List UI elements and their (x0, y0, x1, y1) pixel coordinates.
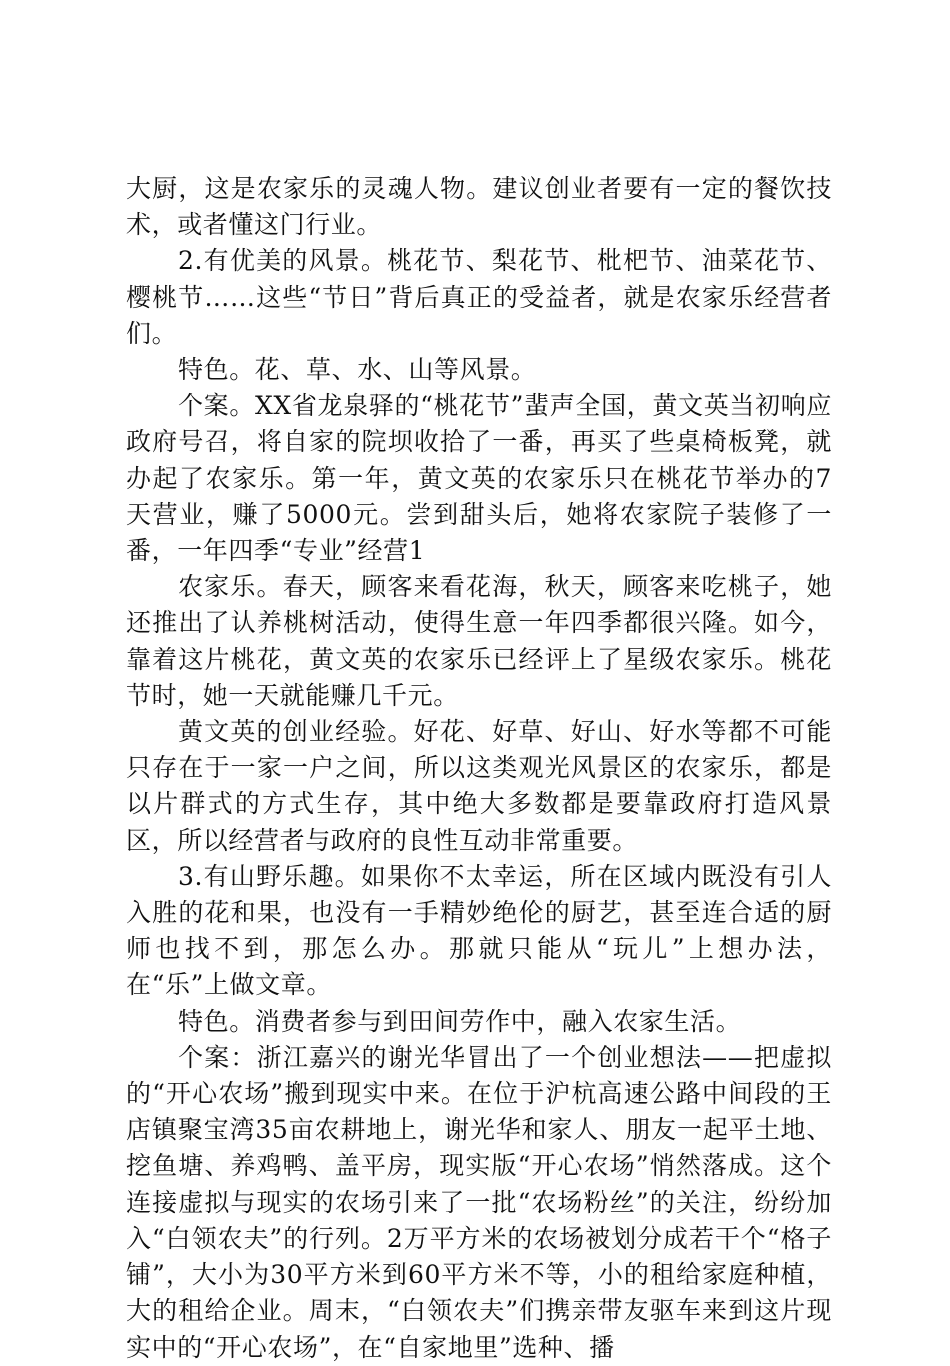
paragraph-3: 特色。花、草、水、山等风景。 (178, 355, 537, 385)
paragraph-4: 个案。XX省龙泉驿的“桃花节”蜚声全国，黄文英当初响应政府号召，将自家的院坝收拾了一番，再买了些桌椅板凳，就办起了农家乐。第一年，黄文英的农家乐只在桃花节举办的7天营业，赚了5000元。尝到甜头后，她将农家院子装修了一番，一年四季“专业”经营1 (126, 391, 832, 566)
paragraph-8: 特色。消费者参与到田间劳作中，融入农家生活。 (178, 1006, 742, 1036)
paragraph-9: 个案：浙江嘉兴的谢光华冒出了一个创业想法——把虚拟的“开心农场”搬到现实中来。在位于沪杭高速公路中间段的王店镇聚宝湾35亩农耕地上，谢光华和家人、朋友一起平土地、挖鱼塘、养鸡鸭、盖平房，现实版“开心农场”悄然落成。这个连接虚拟与现实的农场引来了一批“农场粉丝”的关注，纷纷加入“白领农夫”的行列。2万平方米的农场被划分成若干个“格子铺”，大小为30平方米到60平方米不等，小的租给家庭种植，大的租给企业。周末，“白领农夫”们携亲带友驱车来到这片现实中的“开心农场”，在“自家地里”选种、播 (126, 1042, 832, 1362)
paragraph-6: 黄文英的创业经验。好花、好草、好山、好水等都不可能只存在于一家一户之间，所以这类观光风景区的农家乐，都是以片群式的方式生存，其中绝大多数都是要靠政府打造风景区，所以经营者与政府的良性互动非常重要。 (126, 717, 832, 855)
paragraph-2: 2.有优美的风景。桃花节、梨花节、枇杷节、油菜花节、樱桃节……这些“节日”背后真正的受益者，就是农家乐经营者们。 (126, 246, 832, 348)
document-body (126, 171, 832, 1366)
paragraph-5: 农家乐。春天，顾客来看花海，秋天，顾客来吃桃子，她还推出了认养桃树活动，使得生意一年四季都很兴隆。如今，靠着这片桃花，黄文英的农家乐已经评上了星级农家乐。桃花节时，她一天就能赚几千元。 (126, 572, 832, 710)
paragraph-7: 3.有山野乐趣。如果你不太幸运，所在区域内既没有引人入胜的花和果，也没有一手精妙绝伦的厨艺，甚至连合适的厨师也找不到，那怎么办。那就只能从“玩儿”上想办法，在“乐”上做文章。 (126, 861, 832, 1000)
paragraph-1: 大厨，这是农家乐的灵魂人物。建议创业者要有一定的餐饮技术，或者懂这门行业。 (126, 174, 832, 240)
